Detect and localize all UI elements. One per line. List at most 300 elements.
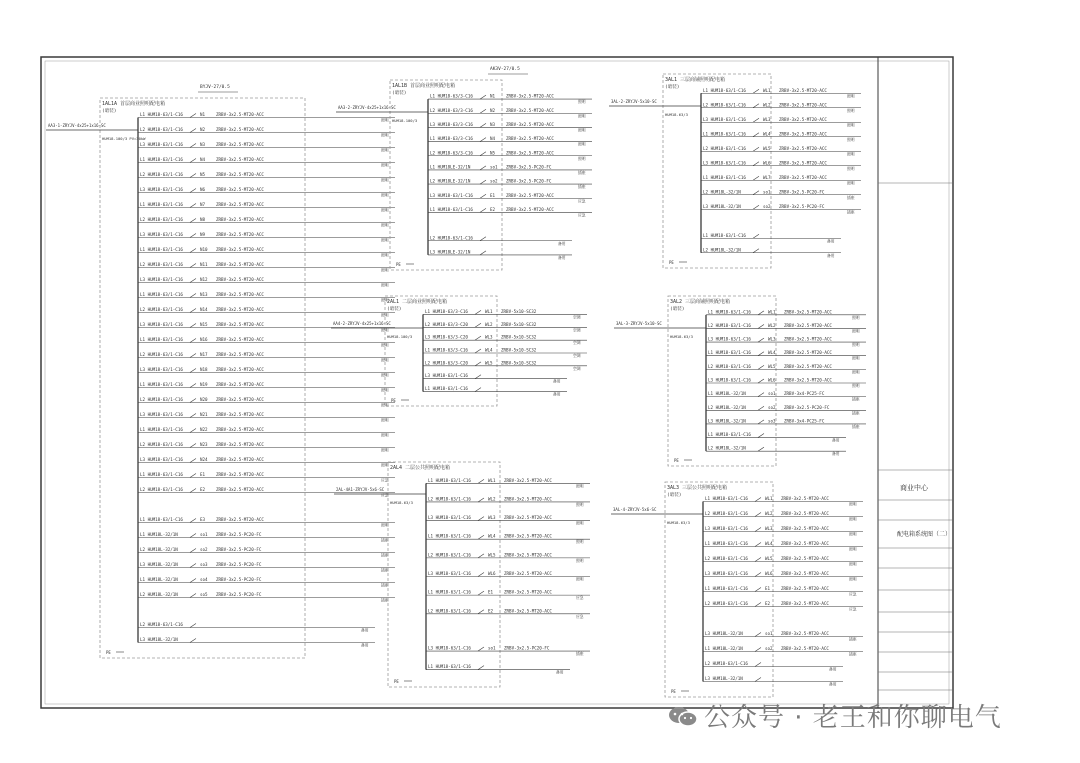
breaker-symbol — [753, 133, 759, 137]
circuit-number: WL5 — [768, 363, 776, 369]
breaker-symbol — [475, 362, 481, 366]
panel-title: 2AL1 二层商业照明配电箱 — [387, 299, 448, 305]
cable-spec: ZRBV-3x2.5-MT20-ACC — [216, 382, 264, 387]
circuit-number: WL2 — [765, 511, 773, 516]
circuit-row — [703, 526, 863, 537]
load-type: 照明 — [381, 177, 389, 183]
load-type: 插座 — [576, 651, 584, 657]
panel-note: (暗装) — [102, 109, 117, 114]
breaker-model: L1 HUM18-63/3-C16 — [430, 93, 473, 99]
panel-p4 — [334, 462, 590, 687]
pe-mark: PE — [391, 398, 396, 403]
load-type: 照明 — [381, 522, 389, 528]
circuit-row — [423, 335, 587, 346]
circuit-row — [428, 207, 592, 218]
breaker-symbol — [475, 310, 481, 314]
breaker-model: L2 HUM18-63/1-C16 — [140, 262, 183, 267]
circuit-row — [138, 157, 395, 168]
breaker-model: L2 HUM18-63/1-C16 — [430, 235, 473, 241]
circuit-number: so1 — [488, 645, 496, 651]
cable-spec: ZRBV-3x2.5-MT20-ACC — [779, 131, 827, 137]
circuit-row — [138, 337, 395, 348]
load-type: 照明 — [576, 557, 584, 563]
load-type: 备用 — [553, 391, 561, 397]
circuit-number: N17 — [200, 352, 208, 357]
circuit-number: N16 — [200, 337, 208, 342]
cable-spec: ZRBV-3x2.5-MT20-ACC — [504, 515, 552, 521]
circuit-row — [426, 515, 590, 526]
load-type: 照明 — [852, 383, 860, 388]
breaker-symbol — [478, 554, 484, 558]
breaker-model: L1 HUM18-63/1-C16 — [140, 472, 183, 477]
breaker-symbol — [753, 118, 759, 122]
circuit-number: N13 — [200, 292, 208, 297]
circuit-row — [138, 142, 395, 153]
breaker-symbol — [753, 249, 759, 253]
circuit-number: N1 — [200, 112, 206, 117]
cable-spec: ZRBV-3x2.5-PC20-FC — [216, 547, 262, 552]
circuit-number: N24 — [200, 457, 208, 462]
breaker-symbol — [755, 678, 761, 682]
load-type: 照明 — [849, 516, 857, 522]
breaker-model: L2 HUM18-63/1-C16 — [705, 601, 748, 606]
breaker-symbol — [480, 152, 486, 156]
load-type: 照明 — [381, 372, 389, 378]
load-type: 照明 — [849, 501, 857, 507]
panel-p2 — [336, 66, 592, 270]
circuit-number: so2 — [763, 203, 771, 209]
breaker-symbol — [758, 434, 764, 438]
breaker-symbol — [478, 498, 484, 502]
pe-mark: PE — [396, 262, 401, 267]
circuit-row — [701, 204, 861, 215]
circuit-row — [701, 117, 861, 128]
circuit-row — [703, 601, 863, 612]
breaker-model: L1 HUM18-63/1-C16 — [140, 427, 183, 432]
load-type: 照明 — [381, 387, 389, 393]
cable-spec: ZRBV-3x2.5-MT20-ACC — [216, 517, 264, 522]
breaker-model: L2 HUM18L-32/1N — [708, 445, 746, 451]
cable-spec: ZRBV-3x2.5-MT20-ACC — [784, 363, 832, 369]
breaker-model: L3 HUM18-63/1-C16 — [140, 142, 183, 147]
cable-spec: ZRBV-3x2.5-PC20-FC — [216, 577, 262, 582]
cable-spec: ZRBV-3x2.5-MT20-ACC — [216, 157, 264, 162]
breaker-model: L3 HUM18-63/1-C16 — [428, 515, 471, 521]
breaker-symbol — [190, 459, 196, 463]
breaker-model: L2 HUM18-63/1-C16 — [428, 496, 471, 502]
breaker-symbol — [755, 558, 761, 562]
breaker-symbol — [190, 264, 196, 268]
load-type: 照明 — [381, 312, 389, 318]
panel-feeder: AA4-2-ZRYJV-4x25+1x16-SC — [333, 321, 391, 326]
panel-title: 1AL1A 首层商业照明配电箱 — [102, 101, 166, 107]
breaker-model: L3 HUM18L-32/1N — [703, 203, 741, 209]
load-type: 照明 — [576, 483, 584, 489]
circuit-number: so3 — [200, 562, 208, 567]
breaker-model: L1 HUM18-63/1-C16 — [140, 112, 183, 117]
breaker-model: L1 HUM18-63/1-C16 — [428, 589, 471, 595]
breaker-symbol — [755, 663, 761, 667]
circuit-row — [423, 309, 587, 320]
circuit-row — [426, 664, 570, 675]
breaker-model: L1 HUM18-63/1-C16 — [428, 533, 471, 539]
breaker-model: L3 HUM18-63/1-C16 — [705, 571, 748, 576]
load-type: 照明 — [381, 432, 389, 438]
load-type: 照明 — [381, 252, 389, 258]
load-type: 照明 — [381, 282, 389, 288]
cable-spec: ZRBV-3x2.5-MT20-ACC — [504, 571, 552, 576]
breaker-symbol — [190, 519, 196, 523]
cable-spec: ZRBV-3x2.5-MT20-ACC — [216, 322, 264, 327]
circuit-number: so1 — [765, 631, 773, 636]
breaker-symbol — [475, 375, 481, 379]
breaker-model: L1 HUM18-63/1-C16 — [430, 206, 473, 212]
cable-spec: ZRBV-3x2.5-MT20-ACC — [784, 336, 832, 342]
panel-feeder: 3AL-2-ZRYJV-5x10-SC — [611, 99, 657, 104]
breaker-symbol — [480, 208, 486, 212]
breaker-symbol — [480, 123, 486, 127]
load-type: 空调 — [573, 340, 581, 346]
load-type: 备用 — [829, 666, 837, 672]
breaker-symbol — [753, 162, 759, 166]
circuit-number: WL4 — [765, 541, 773, 546]
breaker-symbol — [753, 205, 759, 209]
circuit-row — [703, 571, 863, 582]
breaker-symbol — [190, 624, 196, 628]
circuit-number: N7 — [200, 202, 206, 207]
circuit-row — [138, 412, 395, 423]
breaker-model: L1 HUM18-63/1-C16 — [425, 386, 468, 392]
breaker-symbol — [755, 633, 761, 637]
circuit-number: WL6 — [488, 571, 496, 576]
circuit-row — [428, 164, 592, 175]
load-type: 备用 — [361, 627, 369, 633]
panel-note: (暗装) — [667, 493, 682, 498]
circuit-number: WL6 — [765, 571, 773, 576]
load-type: 照明 — [578, 155, 586, 161]
watermark — [668, 697, 1002, 734]
circuit-number: N15 — [200, 322, 208, 327]
circuit-number: WL5 — [485, 360, 493, 366]
watermark-text: 公众号 · 老王和你聊电气 — [704, 703, 1002, 733]
load-type: 插座 — [578, 184, 586, 190]
circuit-row — [428, 179, 592, 190]
breaker-symbol — [190, 639, 196, 643]
breaker-symbol — [478, 517, 484, 521]
circuit-number: N11 — [200, 262, 208, 267]
circuit-row — [426, 496, 590, 507]
panel-p1 — [46, 84, 395, 658]
breaker-model: L2 HUM18-63/3-C16 — [430, 150, 473, 156]
load-type: 插座 — [849, 636, 857, 642]
main-breaker-label: HUM18-63/3 — [665, 112, 688, 117]
load-type: 照明 — [852, 314, 860, 320]
circuit-row — [138, 517, 395, 528]
panel-title: 1AL1B 首层商业照明配电箱 — [392, 83, 456, 89]
circuit-number: WL2 — [485, 321, 493, 327]
load-type: 照明 — [578, 141, 586, 147]
breaker-model: L2 HUM18-63/1-C16 — [140, 127, 183, 132]
breaker-model: L3 HUM18L-32/1N — [708, 418, 746, 424]
breaker-model: L3 HUM18L-32/1N — [140, 562, 178, 567]
panel-title: 3AL1 三层商铺照明配电箱 — [665, 77, 726, 83]
breaker-symbol — [190, 399, 196, 403]
panel-note: (暗装) — [387, 307, 402, 312]
breaker-model: L2 HUM18-63/1-C16 — [703, 102, 746, 108]
cable-spec: ZRBV-3x2.5-MT20-ACC — [216, 487, 264, 492]
cable-spec: ZRBV-3x2.5-PC20-FC — [216, 562, 262, 567]
breaker-model: L1 HUM18-63/3-C16 — [425, 308, 468, 314]
breaker-model: L1 HUM18-63/1-C16 — [708, 309, 751, 315]
load-type: 备用 — [832, 451, 840, 457]
breaker-symbol — [190, 249, 196, 253]
circuit-number: WL4 — [768, 350, 776, 356]
breaker-model: L2 HUM18-63/1-C16 — [140, 307, 183, 312]
cable-spec: ZRBV-5x10-SC32 — [501, 347, 537, 353]
cable-spec: ZRBV-3x2.5-MT20-ACC — [216, 217, 264, 222]
cable-spec: ZRBV-3x2.5-MT20-ACC — [216, 247, 264, 252]
circuit-row — [428, 193, 592, 204]
circuit-number: WL5 — [765, 556, 773, 561]
breaker-symbol — [190, 159, 196, 163]
panel-feeder: 3AL-3-ZRYJV-5x10-SC — [616, 321, 662, 326]
circuit-number: WL6 — [768, 377, 776, 383]
breaker-model: L3 HUM18-63/1-C16 — [428, 571, 471, 576]
cable-spec: ZRBV-3x2.5-MT20-ACC — [216, 172, 264, 177]
circuit-row — [706, 418, 866, 429]
breaker-model: L1 HUM18-63/1-C16 — [140, 247, 183, 252]
load-type: 照明 — [847, 122, 855, 128]
circuit-number: N23 — [200, 442, 208, 447]
cable-spec: ZRBV-3x2.5-MT20-ACC — [216, 292, 264, 297]
cable-spec: ZRBV-3x2.5-MT20-ACC — [504, 533, 552, 539]
load-type: 照明 — [847, 180, 855, 186]
breaker-symbol — [753, 104, 759, 108]
load-type: 照明 — [852, 369, 860, 375]
circuit-row — [426, 590, 590, 601]
load-type: 照明 — [578, 113, 586, 119]
circuit-number: so3 — [768, 418, 776, 424]
circuit-number: so1 — [490, 164, 498, 170]
load-type: 照明 — [381, 117, 389, 123]
breaker-symbol — [480, 237, 486, 241]
cable-spec: ZRBV-3x2.5-MT20-ACC — [506, 206, 554, 212]
breaker-model: L3 HUM18-63/1-C16 — [140, 322, 183, 327]
load-type: 照明 — [847, 151, 855, 157]
breaker-symbol — [758, 447, 764, 451]
breaker-model: L3 HUM18-63/1-C16 — [140, 232, 183, 237]
load-type: 照明 — [847, 107, 855, 113]
load-type: 应急 — [381, 477, 389, 483]
breaker-model: L2 HUM18-63/1-C16 — [428, 608, 471, 614]
breaker-symbol — [190, 294, 196, 298]
breaker-model: L1 HUM18-63/1-C16 — [140, 517, 183, 522]
circuit-row — [138, 442, 395, 453]
load-type: 备用 — [361, 642, 369, 648]
load-type: 插座 — [847, 194, 855, 200]
breaker-model: L1 HUM18L-32/1N — [140, 532, 178, 537]
circuit-row — [138, 532, 395, 543]
breaker-symbol — [758, 420, 764, 424]
breaker-model: L3 HUM18L-32/1N — [705, 676, 743, 681]
circuit-number: E2 — [200, 487, 206, 492]
breaker-model: L2 HUM18-63/1-C16 — [140, 217, 183, 222]
load-type: 插座 — [852, 423, 860, 429]
circuit-row — [706, 323, 866, 334]
breaker-symbol — [478, 535, 484, 539]
cable-spec: ZRBV-3x2.5-PC20-FC — [506, 178, 552, 184]
breaker-symbol — [480, 109, 486, 113]
breaker-model: L1 HUM18-63/1-C16 — [140, 292, 183, 297]
cable-spec: ZRBV-3x2.5-PC20-FC — [216, 532, 262, 537]
circuit-number: N6 — [200, 187, 206, 192]
circuit-number: N8 — [200, 217, 206, 222]
circuit-row — [701, 160, 861, 171]
panel-note: (暗装) — [665, 85, 680, 90]
cable-spec: ZRBV-3x2.5-MT20-ACC — [784, 350, 832, 356]
load-type: 照明 — [852, 342, 860, 348]
cable-spec: ZRBV-3x2.5-PC20-FC — [504, 645, 550, 651]
breaker-model: L3 HUM18-63/1-C16 — [140, 412, 183, 417]
circuit-row — [706, 364, 866, 375]
load-type: 插座 — [578, 169, 586, 175]
breaker-model: L2 HUM18-63/3-C20 — [425, 360, 468, 366]
breaker-model: L1 HUM18-63/1-C16 — [708, 432, 751, 438]
breaker-model: L3 HUM18L-32/1N — [140, 637, 178, 642]
main-breaker-label: HUM18-63/3 — [667, 520, 690, 525]
cable-spec: ZRBV-3x2.5-MT20-ACC — [779, 160, 827, 166]
circuit-row — [138, 367, 395, 378]
load-type: 插座 — [852, 410, 860, 416]
cable-spec: ZRBV-3x2.5-MT20-ACC — [504, 589, 552, 595]
breaker-model: L2 HUM18-63/1-C16 — [140, 397, 183, 402]
circuit-row — [138, 457, 395, 468]
panel-title: 2AL4 二层公共照明配电箱 — [390, 465, 451, 471]
circuit-row — [138, 397, 395, 408]
circuit-row — [703, 496, 863, 507]
circuit-number: N1 — [490, 93, 496, 99]
breaker-symbol — [190, 384, 196, 388]
breaker-model: L1 HUM18-63/1-C16 — [708, 350, 751, 356]
load-type: 照明 — [576, 576, 584, 582]
load-type: 空调 — [573, 314, 581, 320]
cable-spec: ZRBV-3x2.5-MT20-ACC — [781, 571, 829, 576]
circuit-number: E1 — [200, 472, 206, 477]
cable-spec: ZRBV-3x2.5-MT20-ACC — [216, 232, 264, 237]
circuit-row — [423, 373, 567, 384]
breaker-symbol — [478, 666, 484, 670]
cable-spec: ZRBV-5x10-SC32 — [501, 334, 537, 340]
breaker-model: L2 HUM18-63/1-C16 — [140, 487, 183, 492]
load-type: 照明 — [381, 447, 389, 453]
breaker-symbol — [480, 95, 486, 99]
cable-spec: ZRBV-3x2.5-MT20-ACC — [781, 556, 829, 561]
circuit-number: so4 — [200, 577, 208, 582]
circuit-number: so2 — [765, 646, 773, 651]
breaker-symbol — [190, 489, 196, 493]
circuit-row — [138, 382, 395, 393]
cable-spec: ZRBV-3x2.5-MT20-ACC — [216, 352, 264, 357]
breaker-symbol — [190, 114, 196, 118]
breaker-model: L3 HUM18L-32/1N — [705, 631, 743, 636]
circuit-row — [138, 127, 395, 138]
circuit-number: so1 — [763, 189, 771, 195]
breaker-model: L1 HUM18-63/1-C16 — [703, 131, 746, 137]
main-breaker-label: HUM18-63/3 — [670, 334, 693, 339]
breaker-symbol — [190, 549, 196, 553]
main-breaker-label: HUM18-63/3 — [390, 500, 413, 505]
cable-spec: ZRBV-3x2.5-MT20-ACC — [216, 307, 264, 312]
circuit-row — [138, 277, 395, 288]
circuit-number: WL1 — [488, 477, 496, 483]
cable-spec: ZRBV-3x2.5-MT20-ACC — [216, 457, 264, 462]
circuit-number: WL1 — [763, 87, 771, 93]
breaker-symbol — [190, 204, 196, 208]
load-type: 插座 — [381, 582, 389, 588]
circuit-number: WL1 — [485, 308, 493, 314]
breaker-symbol — [755, 528, 761, 532]
load-type: 备用 — [558, 254, 566, 260]
circuit-row — [701, 189, 861, 200]
circuit-row — [423, 386, 567, 397]
breaker-model: L2 HUM18L-32/1N — [140, 592, 178, 597]
breaker-symbol — [758, 365, 764, 369]
wechat-icon — [668, 706, 698, 728]
circuit-row — [138, 637, 375, 648]
breaker-model: L2 HUM18-63/1-C16 — [705, 511, 748, 516]
cable-spec: ZRBV-3x2.5-PC20-FC — [216, 592, 262, 597]
breaker-symbol — [190, 579, 196, 583]
panel-note: (暗装) — [670, 307, 685, 312]
circuit-number: E1 — [490, 192, 496, 198]
breaker-model: L2 HUM18-63/1-C16 — [140, 172, 183, 177]
circuit-row — [428, 136, 592, 147]
panel-enclosure — [100, 98, 305, 658]
panel-title: 3AL2 三层商铺照明配电箱 — [670, 299, 731, 305]
circuit-row — [138, 592, 395, 603]
breaker-model: L3 HUM18-63/1-C16 — [703, 116, 746, 122]
load-type: 备用 — [827, 252, 835, 258]
cable-spec: ZRBV-3x2.5-MT20-ACC — [779, 102, 827, 108]
panel-p6 — [614, 296, 866, 466]
circuit-number: so1 — [768, 391, 776, 397]
load-type: 照明 — [576, 539, 584, 545]
breaker-symbol — [190, 339, 196, 343]
circuit-number: N19 — [200, 382, 208, 387]
circuit-row — [138, 577, 395, 588]
load-type: 照明 — [849, 531, 857, 537]
cable-spec: ZRBV-3x2.5-MT20-ACC — [779, 174, 827, 180]
circuit-number: WL2 — [768, 322, 776, 328]
load-type: 插座 — [381, 537, 389, 543]
circuit-row — [138, 292, 395, 303]
circuit-number: WL4 — [485, 347, 493, 353]
circuit-number: WL3 — [763, 116, 771, 122]
load-type: 照明 — [847, 136, 855, 142]
breaker-symbol — [190, 429, 196, 433]
load-type: 照明 — [381, 402, 389, 408]
cable-spec: ZRBV-3x2.5-MT20-ACC — [504, 477, 552, 483]
load-type: 照明 — [578, 127, 586, 133]
breaker-symbol — [475, 323, 481, 327]
load-type: 照明 — [576, 520, 584, 526]
circuit-number: WL4 — [488, 533, 496, 539]
breaker-model: L1 HUM18-63/1-C16 — [140, 157, 183, 162]
circuit-number: so1 — [200, 532, 208, 537]
circuit-row — [426, 478, 590, 489]
panel-note: (暗装) — [392, 91, 407, 96]
cable-spec: ZRBV-3x2.5-MT20-ACC — [506, 121, 554, 127]
